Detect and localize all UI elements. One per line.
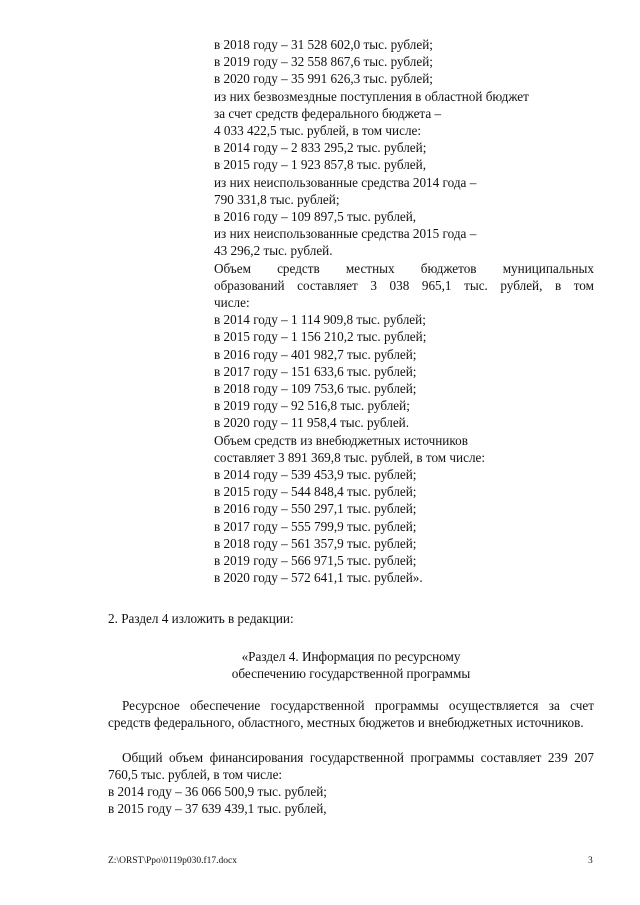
final-years — [108, 783, 594, 817]
budget-line: 790 331,8 тыс. рублей; — [214, 191, 340, 207]
extra-year-line: в 2020 году – 572 641,1 тыс. рублей». — [214, 570, 423, 586]
budget-line: из них неиспользованные средства 2015 года – — [214, 226, 477, 242]
budget-line: 4 033 422,5 тыс. рублей, в том числе: — [214, 123, 422, 139]
extra-year-line: в 2016 году – 550 297,1 тыс. рублей; — [214, 501, 417, 517]
extra-year-line: в 2015 году – 544 848,4 тыс. рублей; — [214, 484, 417, 500]
extra-year-line: в 2018 году – 561 357,9 тыс. рублей; — [214, 535, 417, 551]
local-year-line: в 2016 году – 401 982,7 тыс. рублей; — [214, 346, 417, 362]
local-heading-line: образований составляет 3 038 965,1 тыс. рублей, в том — [214, 277, 594, 293]
item-2-paragraph: 2. Раздел 4 изложить в редакции: — [108, 611, 294, 626]
extra-year-line: в 2014 году – 539 453,9 тыс. рублей; — [214, 467, 417, 483]
budget-line: в 2014 году – 2 833 295,2 тыс. рублей; — [214, 140, 427, 156]
budget-line: из них неиспользованные средства 2014 года – — [214, 174, 477, 190]
extra-year-line: в 2019 году – 566 971,5 тыс. рублей; — [214, 553, 417, 569]
local-year-line: в 2017 году – 151 633,6 тыс. рублей; — [214, 363, 417, 379]
resource-paragraph: Ресурсное обеспечение государственной программы осуществляется за счет средств федерального, областного, местных бюджетов и внебюджетных источников. — [108, 698, 594, 731]
budget-line: в 2016 году – 109 897,5 тыс. рублей, — [214, 209, 417, 225]
budget-line: 43 296,2 тыс. рублей. — [214, 243, 333, 259]
budget-line: за счет средств федерального бюджета – — [214, 105, 442, 121]
local-year-line: в 2018 году – 109 753,6 тыс. рублей; — [214, 381, 417, 397]
section-title-line-2: обеспечению государственной программы — [231, 666, 471, 682]
budget-line: в 2020 году – 35 991 626,3 тыс. рублей; — [214, 71, 433, 87]
local-year-line: в 2019 году – 92 516,8 тыс. рублей; — [214, 398, 410, 414]
budget-column — [214, 36, 594, 587]
extra-year-line: в 2017 году – 555 799,9 тыс. рублей; — [214, 518, 417, 534]
section-title-line-1: «Раздел 4. Информация по ресурсному — [241, 649, 461, 664]
page-number: 3 — [588, 856, 593, 866]
budget-line: в 2015 году – 1 923 857,8 тыс. рублей, — [214, 157, 426, 173]
final-year-line: в 2014 году – 36 066 500,9 тыс. рублей; — [108, 784, 327, 799]
local-heading-line: числе: — [214, 295, 250, 311]
total-paragraph: Общий объем финансирования государственной программы составляет 239 207 760,5 тыс. рублей, в том числе: — [108, 750, 594, 783]
budget-line: из них безвозмездные поступления в областной бюджет — [214, 88, 529, 104]
extra-heading-line: Объем средств из внебюджетных источников — [214, 432, 468, 448]
local-year-line: в 2015 году – 1 156 210,2 тыс. рублей; — [214, 329, 427, 345]
section-title — [108, 648, 594, 682]
footer-file-path: Z:\ORST\Ppo\0119p030.f17.docx — [108, 856, 237, 866]
local-heading-line: Объем средств местных бюджетов муниципальных — [214, 260, 594, 276]
final-year-line: в 2015 году – 37 639 439,1 тыс. рублей, — [108, 801, 327, 817]
budget-line: в 2018 году – 31 528 602,0 тыс. рублей; — [214, 37, 433, 52]
local-year-line: в 2020 году – 11 958,4 тыс. рублей. — [214, 415, 410, 431]
budget-line: в 2019 году – 32 558 867,6 тыс. рублей; — [214, 54, 433, 70]
extra-heading-line: составляет 3 891 369,8 тыс. рублей, в том числе: — [214, 449, 486, 465]
local-year-line: в 2014 году – 1 114 909,8 тыс. рублей; — [214, 312, 426, 328]
